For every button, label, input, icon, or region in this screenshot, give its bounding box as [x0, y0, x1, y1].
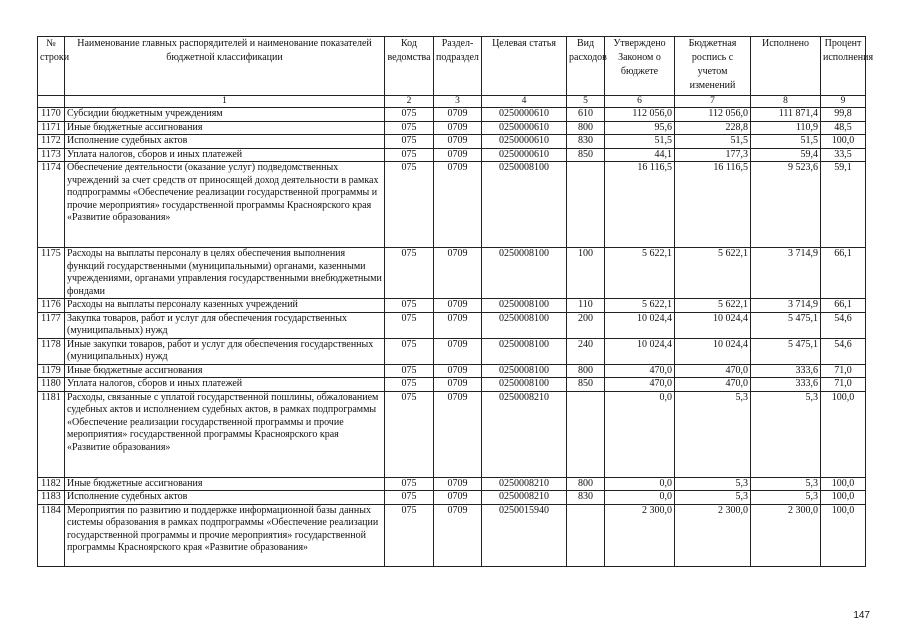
column-number: 7: [675, 96, 751, 108]
row-approved-cell: 112 056,0: [605, 108, 675, 122]
table-row: [38, 364, 866, 378]
row-target-cell: 0250008210: [482, 391, 567, 477]
row-number-cell: 1176: [38, 299, 65, 313]
table-row: [38, 504, 866, 566]
row-number-cell: 1182: [38, 477, 65, 491]
row-type-cell: 850: [567, 378, 605, 392]
table-row: [38, 162, 866, 248]
row-target-cell: 0250008100: [482, 378, 567, 392]
row-budget-cell: 228,8: [675, 121, 751, 135]
row-number-cell: 1171: [38, 121, 65, 135]
row-type-cell: 830: [567, 491, 605, 505]
row-approved-cell: 5 622,1: [605, 299, 675, 313]
row-target-cell: 0250008100: [482, 248, 567, 299]
row-budget-cell: 16 116,5: [675, 162, 751, 248]
row-target-cell: 0250008100: [482, 364, 567, 378]
row-code-cell: 075: [385, 491, 434, 505]
row-target-cell: 0250008210: [482, 491, 567, 505]
row-code-cell: 075: [385, 338, 434, 364]
page-number: 147: [853, 610, 870, 621]
header-budget: Бюджетная роспись с учетом изменений: [675, 37, 751, 96]
row-executed-cell: 2 300,0: [751, 504, 821, 566]
column-number: 6: [605, 96, 675, 108]
row-budget-cell: 5 622,1: [675, 248, 751, 299]
row-executed-cell: 59,4: [751, 148, 821, 162]
row-section-cell: 0709: [434, 477, 482, 491]
header-target: Целевая статья: [482, 37, 567, 96]
row-name-cell: Уплата налогов, сборов и иных платежей: [65, 148, 385, 162]
row-percent-cell: 100,0: [821, 135, 866, 149]
column-number: 2: [385, 96, 434, 108]
row-approved-cell: 0,0: [605, 391, 675, 477]
table-row: [38, 378, 866, 392]
row-percent-cell: 71,0: [821, 378, 866, 392]
header-row: [38, 37, 866, 96]
row-code-cell: 075: [385, 248, 434, 299]
row-executed-cell: 9 523,6: [751, 162, 821, 248]
table-row: [38, 312, 866, 338]
row-code-cell: 075: [385, 477, 434, 491]
row-type-cell: 850: [567, 148, 605, 162]
row-type-cell: 800: [567, 121, 605, 135]
column-number: 4: [482, 96, 567, 108]
row-percent-cell: 99,8: [821, 108, 866, 122]
row-type-cell: 240: [567, 338, 605, 364]
row-budget-cell: 470,0: [675, 378, 751, 392]
header-percent: Процент исполнения: [821, 37, 866, 96]
row-approved-cell: 470,0: [605, 378, 675, 392]
row-executed-cell: 111 871,4: [751, 108, 821, 122]
row-target-cell: 0250000610: [482, 108, 567, 122]
row-percent-cell: 66,1: [821, 248, 866, 299]
row-name-cell: Иные закупки товаров, работ и услуг для обеспечения государственных (муниципальных) нужд: [65, 338, 385, 364]
row-percent-cell: 66,1: [821, 299, 866, 313]
row-section-cell: 0709: [434, 391, 482, 477]
row-name-cell: Иные бюджетные ассигнования: [65, 477, 385, 491]
table-row: [38, 477, 866, 491]
row-approved-cell: 0,0: [605, 477, 675, 491]
column-number: 8: [751, 96, 821, 108]
row-code-cell: 075: [385, 148, 434, 162]
column-number: 3: [434, 96, 482, 108]
row-approved-cell: 95,6: [605, 121, 675, 135]
row-number-cell: 1180: [38, 378, 65, 392]
row-name-cell: Расходы на выплаты персоналу в целях обеспечения выполнения функций государственными (муниципальными) органами, казенными учреждениями, органами управления государственными внебюджетными фондами: [65, 248, 385, 299]
row-executed-cell: 333,6: [751, 378, 821, 392]
table-row: [38, 299, 866, 313]
row-number-cell: 1181: [38, 391, 65, 477]
row-section-cell: 0709: [434, 299, 482, 313]
row-approved-cell: 16 116,5: [605, 162, 675, 248]
table-row: [38, 391, 866, 477]
row-name-cell: Обеспечение деятельности (оказание услуг) подведомственных учреждений за счет средств от приносящей доход деятельности в рамках подпрограммы «Обеспечение реализации государственной программы и прочие мероприятия» государственной программы Красноярского края «Развитие образования»: [65, 162, 385, 248]
row-name-cell: Закупка товаров, работ и услуг для обеспечения государственных (муниципальных) нужд: [65, 312, 385, 338]
row-budget-cell: 10 024,4: [675, 338, 751, 364]
column-number: 1: [65, 96, 385, 108]
row-budget-cell: 112 056,0: [675, 108, 751, 122]
row-budget-cell: 5,3: [675, 477, 751, 491]
row-percent-cell: 100,0: [821, 491, 866, 505]
row-code-cell: 075: [385, 504, 434, 566]
row-type-cell: [567, 504, 605, 566]
row-type-cell: 610: [567, 108, 605, 122]
row-approved-cell: 10 024,4: [605, 338, 675, 364]
header-name: Наименование главных распорядителей и наименование показателей бюджетной классификации: [65, 37, 385, 96]
table-row: [38, 148, 866, 162]
row-code-cell: 075: [385, 121, 434, 135]
header-section: Раздел-подраздел: [434, 37, 482, 96]
row-number-cell: 1173: [38, 148, 65, 162]
row-target-cell: 0250000610: [482, 148, 567, 162]
row-section-cell: 0709: [434, 491, 482, 505]
table-row: [38, 338, 866, 364]
row-number-cell: 1177: [38, 312, 65, 338]
table-row: [38, 121, 866, 135]
row-percent-cell: 100,0: [821, 504, 866, 566]
row-section-cell: 0709: [434, 378, 482, 392]
row-target-cell: 0250000610: [482, 135, 567, 149]
row-target-cell: 0250008210: [482, 477, 567, 491]
row-target-cell: 0250008100: [482, 312, 567, 338]
row-code-cell: 075: [385, 135, 434, 149]
row-number-cell: 1172: [38, 135, 65, 149]
row-target-cell: 0250008100: [482, 162, 567, 248]
table-row: [38, 135, 866, 149]
row-budget-cell: 5,3: [675, 391, 751, 477]
row-approved-cell: 10 024,4: [605, 312, 675, 338]
row-target-cell: 0250008100: [482, 338, 567, 364]
row-name-cell: Расходы, связанные с уплатой государственной пошлины, обжалованием судебных актов и исполнением судебных актов, в рамках подпрограммы «Обеспечение реализации государственной программы и прочие мероприятия» государственной программы Красноярского края «Развитие образования»: [65, 391, 385, 477]
row-executed-cell: 5,3: [751, 491, 821, 505]
row-name-cell: Расходы на выплаты персоналу казенных учреждений: [65, 299, 385, 313]
row-budget-cell: 177,3: [675, 148, 751, 162]
row-code-cell: 075: [385, 378, 434, 392]
row-number-cell: 1175: [38, 248, 65, 299]
column-number: 5: [567, 96, 605, 108]
row-code-cell: 075: [385, 299, 434, 313]
row-executed-cell: 5,3: [751, 477, 821, 491]
row-target-cell: 0250000610: [482, 121, 567, 135]
row-section-cell: 0709: [434, 135, 482, 149]
row-section-cell: 0709: [434, 248, 482, 299]
row-type-cell: 830: [567, 135, 605, 149]
row-number-cell: 1174: [38, 162, 65, 248]
row-name-cell: Мероприятия по развитию и поддержке информационной базы данных системы образования в рамках подпрограммы «Обеспечение реализации государственной программы и прочие мероприятия» государственной программы Красноярского края «Развитие образования»: [65, 504, 385, 566]
header-executed: Исполнено: [751, 37, 821, 96]
row-budget-cell: 10 024,4: [675, 312, 751, 338]
row-executed-cell: 5,3: [751, 391, 821, 477]
row-executed-cell: 5 475,1: [751, 312, 821, 338]
row-section-cell: 0709: [434, 162, 482, 248]
row-approved-cell: 2 300,0: [605, 504, 675, 566]
column-numbers-row: [38, 96, 866, 108]
row-name-cell: Исполнение судебных актов: [65, 135, 385, 149]
row-executed-cell: 110,9: [751, 121, 821, 135]
row-section-cell: 0709: [434, 504, 482, 566]
row-target-cell: 0250008100: [482, 299, 567, 313]
row-name-cell: Исполнение судебных актов: [65, 491, 385, 505]
row-percent-cell: 54,6: [821, 338, 866, 364]
row-section-cell: 0709: [434, 108, 482, 122]
row-type-cell: [567, 391, 605, 477]
row-code-cell: 075: [385, 312, 434, 338]
row-percent-cell: 100,0: [821, 391, 866, 477]
row-approved-cell: 44,1: [605, 148, 675, 162]
row-budget-cell: 470,0: [675, 364, 751, 378]
row-section-cell: 0709: [434, 121, 482, 135]
row-budget-cell: 5 622,1: [675, 299, 751, 313]
row-type-cell: 200: [567, 312, 605, 338]
row-name-cell: Субсидии бюджетным учреждениям: [65, 108, 385, 122]
row-name-cell: Уплата налогов, сборов и иных платежей: [65, 378, 385, 392]
row-approved-cell: 5 622,1: [605, 248, 675, 299]
row-section-cell: 0709: [434, 338, 482, 364]
row-name-cell: Иные бюджетные ассигнования: [65, 364, 385, 378]
row-number-cell: 1184: [38, 504, 65, 566]
row-percent-cell: 54,6: [821, 312, 866, 338]
row-budget-cell: 51,5: [675, 135, 751, 149]
row-budget-cell: 5,3: [675, 491, 751, 505]
row-percent-cell: 100,0: [821, 477, 866, 491]
header-type: Вид расходов: [567, 37, 605, 96]
row-type-cell: [567, 162, 605, 248]
column-number: [38, 96, 65, 108]
table-row: [38, 491, 866, 505]
row-target-cell: 0250015940: [482, 504, 567, 566]
row-type-cell: 110: [567, 299, 605, 313]
table-body: [38, 108, 866, 567]
row-executed-cell: 5 475,1: [751, 338, 821, 364]
row-code-cell: 075: [385, 108, 434, 122]
row-section-cell: 0709: [434, 364, 482, 378]
budget-table: [37, 36, 874, 567]
row-type-cell: 800: [567, 477, 605, 491]
row-budget-cell: 2 300,0: [675, 504, 751, 566]
row-executed-cell: 333,6: [751, 364, 821, 378]
row-code-cell: 075: [385, 364, 434, 378]
header-approved: Утверждено Законом о бюджете: [605, 37, 675, 96]
row-type-cell: 800: [567, 364, 605, 378]
row-section-cell: 0709: [434, 312, 482, 338]
row-number-cell: 1183: [38, 491, 65, 505]
row-percent-cell: 33,5: [821, 148, 866, 162]
row-name-cell: Иные бюджетные ассигнования: [65, 121, 385, 135]
table-row: [38, 108, 866, 122]
row-type-cell: 100: [567, 248, 605, 299]
row-percent-cell: 59,1: [821, 162, 866, 248]
row-number-cell: 1170: [38, 108, 65, 122]
row-section-cell: 0709: [434, 148, 482, 162]
table-row: [38, 248, 866, 299]
row-code-cell: 075: [385, 162, 434, 248]
header-row-no: № строки: [38, 37, 65, 96]
row-percent-cell: 71,0: [821, 364, 866, 378]
row-code-cell: 075: [385, 391, 434, 477]
row-approved-cell: 0,0: [605, 491, 675, 505]
row-executed-cell: 3 714,9: [751, 248, 821, 299]
row-executed-cell: 51,5: [751, 135, 821, 149]
row-executed-cell: 3 714,9: [751, 299, 821, 313]
row-percent-cell: 48,5: [821, 121, 866, 135]
row-approved-cell: 51,5: [605, 135, 675, 149]
row-approved-cell: 470,0: [605, 364, 675, 378]
row-number-cell: 1178: [38, 338, 65, 364]
row-number-cell: 1179: [38, 364, 65, 378]
column-number: 9: [821, 96, 866, 108]
header-code: Код ведомства: [385, 37, 434, 96]
